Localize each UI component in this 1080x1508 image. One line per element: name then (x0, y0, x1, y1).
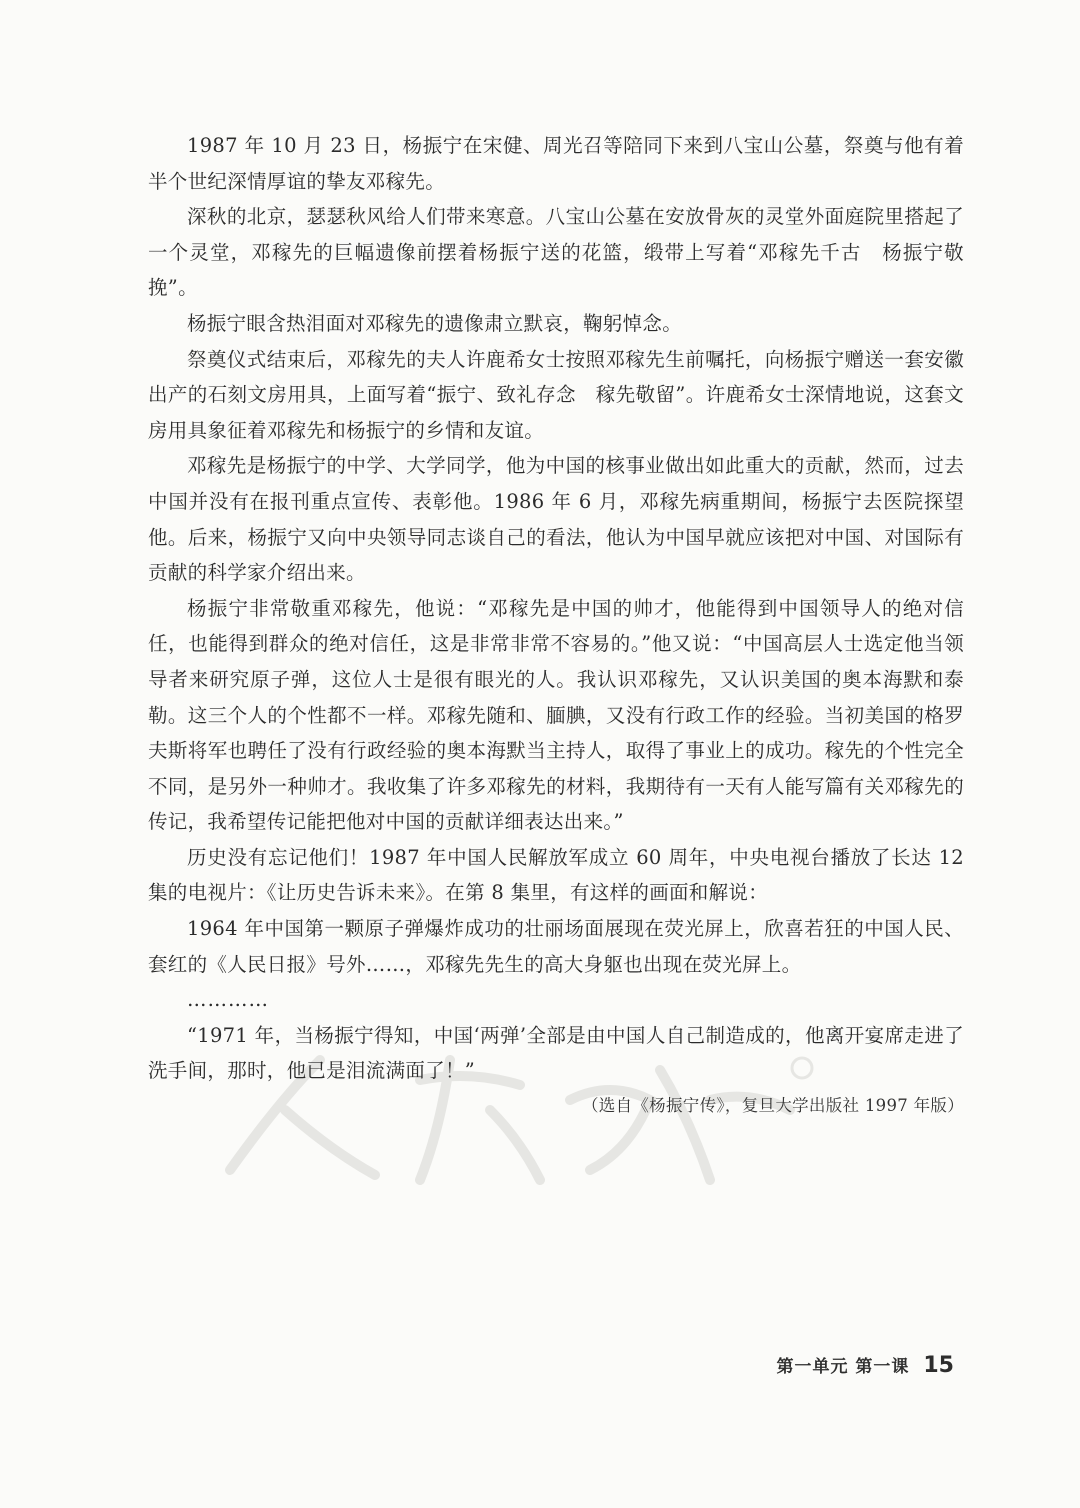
paragraph-3: 杨振宁眼含热泪面对邓稼先的遗像肃立默哀，鞠躬悼念。 (187, 311, 683, 335)
page-number: 15 (923, 1353, 954, 1378)
closing-quote: “1971 年，当杨振宁得知，中国‘两弹’全部是由中国人自己制造成的，他离开宴席走进了洗手间，那时，他已是泪流满面了！” (148, 1023, 964, 1083)
footer-unit-lesson: 第一单元 第一课 (776, 1357, 910, 1377)
paragraph-2: 深秋的北京，瑟瑟秋风给人们带来寒意。八宝山公墓在安放骨灰的灵堂外面庭院里搭起了一个灵堂，邓稼先的巨幅遗像前摆着杨振宁送的花篮，缎带上写着“邓稼先千古 杨振宁敬挽”。 (148, 205, 964, 300)
paragraph-5: 邓稼先是杨振宁的中学、大学同学，他为中国的核事业做出如此重大的贡献，然而，过去中国并没有在报刊重点宣传、表彰他。1986 年 6 月，邓稼先病重期间，杨振宁去医院探望他。后来，杨振宁又向中央领导同志谈自己的看法，他认为中国早就应该把对中国、对国际有贡献的科学家介绍出来。 (148, 454, 964, 585)
paragraph-4: 祭奠仪式结束后，邓稼先的夫人许鹿希女士按照邓稼先生前嘱托，向杨振宁赠送一套安徽出产的石刻文房用具，上面写着“振宁、致礼存念 稼先敬留”。许鹿希女士深情地说，这套文房用具象征着邓稼先和杨振宁的乡情和友谊。 (148, 347, 964, 442)
paragraph-8: 1964 年中国第一颗原子弹爆炸成功的壮丽场面展现在荧光屏上，欣喜若狂的中国人民、套红的《人民日报》号外……，邓稼先先生的高大身躯也出现在荧光屏上。 (148, 917, 964, 976)
paragraph-6: 杨振宁非常敬重邓稼先，他说：“邓稼先是中国的帅才，他能得到中国领导人的绝对信任，也能得到群众的绝对信任，这是非常非常不容易的。”他又说：“中国高层人士选定他当领导者来研究原子弹，这位人士是很有眼光的人。我认识邓稼先，又认识美国的奥本海默和泰勒。这三个人的个性都不一样。邓稼先随和、腼腆，又没有行政工作的经验。当初美国的格罗夫斯将军也聘任了没有行政经验的奥本海默当主持人，取得了事业上的成功。稼先的个性完全不同，是另外一种帅才。我收集了许多邓稼先的材料，我期待有一天有人能写篇有关邓稼先的传记，我希望传记能把他对中国的贡献详细表达出来。” (148, 596, 964, 834)
article-body (148, 128, 964, 1123)
source-citation: （选自《杨振宁传》，复旦大学出版社 1997 年版） (581, 1096, 964, 1116)
paragraph-1: 1987 年 10 月 23 日，杨振宁在宋健、周光召等陪同下来到八宝山公墓，祭奠与他有着半个世纪深情厚谊的挚友邓稼先。 (148, 134, 964, 193)
paragraph-7: 历史没有忘记他们！1987 年中国人民解放军成立 60 周年，中央电视台播放了长达 12 集的电视片：《让历史告诉未来》。在第 8 集里，有这样的画面和解说： (148, 845, 964, 905)
page-footer (776, 1352, 954, 1378)
ellipsis-line: ………… (187, 988, 269, 1012)
